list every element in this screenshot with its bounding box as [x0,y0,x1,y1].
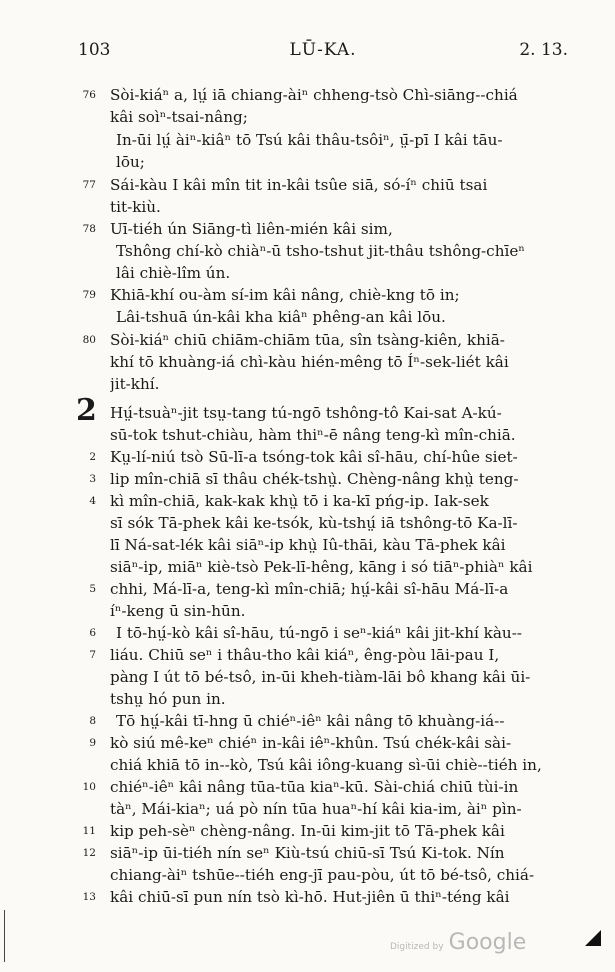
page-edge-line [4,910,5,962]
text-line: chiang-àiⁿ tshūe--tiéh eng-jī pau-pòu, út tō bé-tsô, chiá- [110,866,535,884]
verse-number: 11 [82,825,96,837]
text-line: In-ūi lṳ́ àiⁿ-kiâⁿ tō Tsú kâi thâu-tsôiⁿ, ṳ̄-pī I kâi tāu- [116,131,503,149]
verse-number: 13 [82,891,96,903]
verse-number: 8 [89,715,96,727]
verse-number: 9 [89,737,96,749]
text-line: Kṳ-lí-niú tsò Sū-lī-a tsóng-tok kâi sî-hāu, chí-hûe siet- [110,448,518,466]
text-line: sī sók Tā-phek kâi ke-tsók, kù-tshṳ́ iā tshông-tō Ka-lī- [110,514,518,532]
text-line: Sòi-kiáⁿ a, lṳ́ iā chiang-àiⁿ chheng-tsò Chì-siāng--chiá [110,86,518,104]
text-line: chiéⁿ-iêⁿ kâi nâng tūa-tūa kiaⁿ-kū. Sài-chiá chiū tùi-in [110,778,519,796]
digitized-watermark [390,930,526,955]
text-line: lip mîn-chiā sī thâu chék-tshṳ̀. Chèng-nâng khṳ̀ teng- [110,470,519,488]
text-line: Sòi-kiáⁿ chiū chiām-chiām tūa, sîn tsàng-kiên, khiā- [110,331,505,349]
text-line: sū-tok tshut-chiàu, hàm thiⁿ-ē nâng teng-kì mîn-chiā. [110,426,516,444]
text-line: kì mîn-chiā, kak-kak khṳ̀ tō i ka-kī pńg-ip. Iak-sek [110,492,489,510]
text-line: pàng I út tō bé-tsô, in-ūi kheh-tiàm-lāi bô khang kâi ūi- [110,668,531,686]
google-logo: Google [448,930,527,955]
text-line: khí tō khuàng-iá chì-kàu hién-mêng tō Íⁿ-sek-liét kâi [110,353,509,371]
text-line: siāⁿ-ip ūi-tiéh nín seⁿ Kiù-tsú chiū-sī Tsú Ki-tok. Nín [110,844,505,862]
text-line: lōu; [116,153,145,171]
text-line: chhi, Má-lī-a, teng-kì mîn-chiā; hṳ́-kâi sî-hāu Má-lī-a [110,580,509,598]
text-line: lâi chiè-lîm ún. [116,264,231,282]
text-line: tit-kiù. [110,198,161,216]
text-line: tàⁿ, Mái-kiaⁿ; uá pò nín tūa huaⁿ-hí kâi kia-im, àiⁿ pìn- [110,800,522,818]
verse-number: 80 [82,334,96,346]
verse-number: 10 [82,781,96,793]
text-line: chiá khiā tō in--kò, Tsú kâi iông-kuang sì-ūi chiè--tiéh in, [110,756,542,774]
verse-number: 4 [89,495,96,507]
text-line: Lâi-tshuā ún-kâi kha kiâⁿ phêng-an kâi lōu. [116,308,446,326]
text-line: Uī-tiéh ún Siāng-tì liên-mién kâi sim, [110,220,393,238]
text-line: tshṳ hó pun in. [110,690,226,708]
text-line: kò siú mê-keⁿ chiéⁿ in-kâi iêⁿ-khûn. Tsú chék-kâi sài- [110,734,512,752]
verse-number: 77 [82,179,96,191]
text-line: Tō hṳ́-kâi tī-hng ū chiéⁿ-iêⁿ kâi nâng tō khuàng-iá-- [116,712,505,730]
verse-number: 79 [82,289,96,301]
watermark-prefix: Digitized by [390,942,444,952]
verse-number: 6 [89,627,96,639]
text-line: Hṳ́-tsuàⁿ-jit tsṳ-tang tú-ngō tshông-tô Kai-sat A-kú- [110,404,502,422]
verse-number: 7 [89,649,96,661]
text-line: kâi chiū-sī pun nín tsò kì-hō. Hut-jiên ū thiⁿ-téng kâi [110,888,510,906]
verse-number: 2 [89,451,96,463]
text-line: kâi soìⁿ-tsai-nâng; [110,108,248,126]
verse-number: 76 [82,89,96,101]
page-corner-mark [585,930,601,946]
verse-number: 3 [89,473,96,485]
text-line: Tshông chí-kò chiàⁿ-ū tsho-tshut jit-thâu tshông-chīeⁿ [116,242,525,260]
text-line: lī Ná-sat-lék kâi siāⁿ-ip khṳ̀ Iû-thāi, kàu Tā-phek kâi [110,536,506,554]
chapter-number: 2 [76,393,97,428]
chapter-reference: 2. 13. [519,40,568,60]
text-line: Khiā-khí ou-àm sí-im kâi nâng, chiè-kng tō in; [110,286,460,304]
book-title: LŪ-KA. [289,40,357,60]
text-line: Sái-kàu I kâi mîn tit in-kâi tsûe siā, só-íⁿ chiū tsai [110,176,488,194]
verse-number: 78 [82,223,96,235]
verse-number: 5 [89,583,96,595]
verse-number: 12 [82,847,96,859]
text-line: siāⁿ-ip, miāⁿ kiè-tsò Pek-lī-hêng, kāng i só tiāⁿ-phiàⁿ kâi [110,558,533,576]
page-number: 103 [78,40,111,60]
text-line: jit-khí. [110,375,160,393]
running-header [78,40,568,64]
text-line: íⁿ-keng ū sin-hūn. [110,602,246,620]
text-line: liáu. Chiū seⁿ i thâu-tho kâi kiáⁿ, êng-pòu lāi-pau I, [110,646,500,664]
text-line: kip peh-sèⁿ chèng-nâng. In-ūi kim-jit tō Tā-phek kâi [110,822,505,840]
text-line: I tō-hṳ́-kò kâi sî-hāu, tú-ngō i seⁿ-kiáⁿ kâi jit-khí kàu-- [116,624,522,642]
